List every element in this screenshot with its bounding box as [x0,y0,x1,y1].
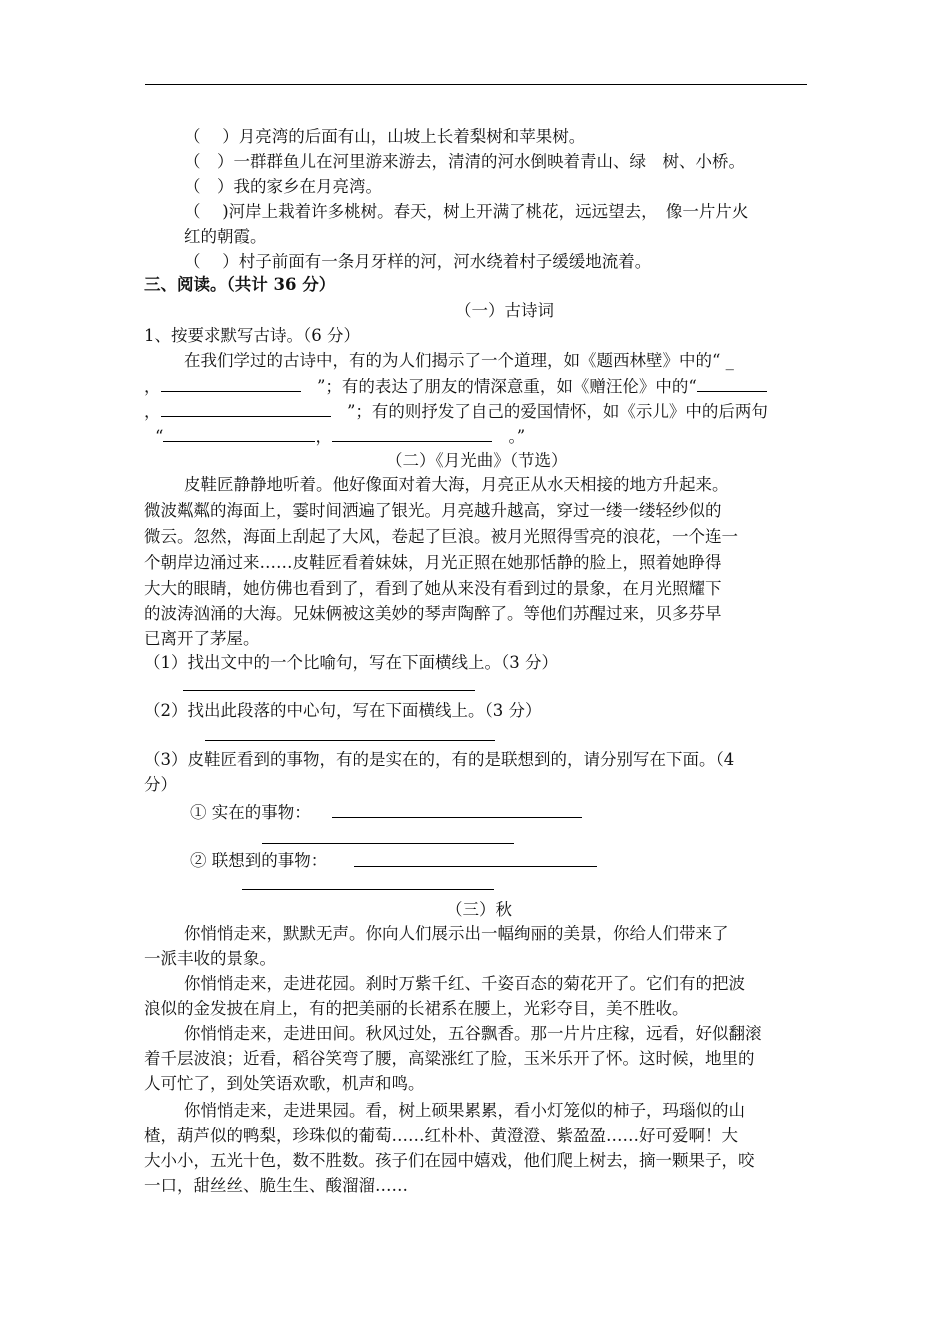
poem-line-2 [144,375,767,398]
poem-line-1: 在我们学过的古诗中，有的为人们揭示了一个道理，如《题西林壁》中的“ _ [184,351,734,370]
passage-line: 微波粼粼的海面上，霎时间洒遍了银光。月亮越升越高，穿过一缕一缕轻纱似的 [144,501,722,520]
ordering-item-3: （ ）我的家乡在月亮湾。 [184,177,382,196]
passage-line: 一口，甜丝丝、脆生生、酸溜溜…… [144,1176,408,1195]
real-things-label: ① 实在的事物： [190,803,311,822]
answer-blank[interactable] [332,425,492,442]
imagined-things-label: ② 联想到的事物： [190,851,328,870]
question-central-sentence: （2）找出此段落的中心句，写在下面横线上。（3 分） [144,701,542,720]
poem-line-2-text: ”；有的表达了朋友的情深意重，如《赠汪伦》中的“ [317,377,697,396]
passage-line: 着千层波浪；近看，稻谷笑弯了腰，高粱涨红了脸，玉米乐开了怀。这时候，地里的 [144,1049,755,1068]
poem-line-3 [144,400,768,423]
passage-line: 一派丰收的景象。 [144,949,276,968]
part1-title: （一）古诗词 [455,301,554,320]
passage-line: 皮鞋匠静静地听着。他好像面对着大海，月亮正从水天相接的地方升起来。 [184,475,729,494]
ordering-item-4-cont: 红的朝霞。 [184,227,267,246]
section-title-reading: 三、阅读。（共计 36 分） [144,275,336,294]
answer-line[interactable] [205,740,495,741]
question-simile: （1）找出文中的一个比喻句，写在下面横线上。（3 分） [144,653,558,672]
question-things-seen: （3）皮鞋匠看到的事物，有的是实在的，有的是联想到的，请分别写在下面。（4 [144,750,735,769]
answer-line[interactable] [262,843,514,844]
passage-line: 你悄悄走来，走进花园。刹时万紫千红、千姿百态的菊花开了。它们有的把波 [184,974,745,993]
passage-line: 浪似的金发披在肩上，有的把美丽的长裙系在腰上，光彩夺目，美不胜收。 [144,999,689,1018]
answer-line[interactable] [354,866,597,867]
part1-question: 1、按要求默写古诗。（6 分） [144,326,360,345]
passage-line: 的波涛汹涌的大海。兄妹俩被这美妙的琴声陶醉了。等他们苏醒过来，贝多芬早 [144,604,722,623]
answer-line[interactable] [332,817,582,818]
ordering-item-5: （ ）村子前面有一条月牙样的河，河水绕着村子缓缓地流着。 [184,252,652,271]
ordering-item-1: （ ）月亮湾的后面有山，山坡上长着梨树和苹果树。 [184,127,586,146]
comma: ， [144,377,161,396]
answer-line[interactable] [183,690,475,691]
header-rule [145,84,807,85]
passage-line: 大小小，五光十色，数不胜数。孩子们在园中嬉戏，他们爬上树去，摘一颗果子，咬 [144,1151,755,1170]
answer-line[interactable] [242,889,494,890]
passage-line: 你悄悄走来，走进田间。秋风过处，五谷飘香。那一片片庄稼，远看，好似翻滚 [184,1024,762,1043]
passage-line: 微云。忽然，海面上刮起了大风，卷起了巨浪。被月光照得雪亮的浪花，一个连一 [144,527,738,546]
answer-blank[interactable] [697,375,767,392]
ordering-item-4: （ )河岸上栽着许多桃树。春天，树上开满了桃花，远远望去， 像一片片火 [184,202,749,221]
question-things-seen-cont: 分） [144,775,177,794]
passage-line: 你悄悄走来，默默无声。你向人们展示出一幅绚丽的美景，你给人们带来了 [184,924,729,943]
poem-line-3-text: ”；有的则抒发了自己的爱国情怀，如《示儿》中的后两句 [347,402,768,421]
passage-line: 你悄悄走来，走进果园。看，树上硕果累累，看小灯笼似的柿子，玛瑙似的山 [184,1101,745,1120]
answer-blank[interactable] [161,400,331,417]
part2-title: （二）《月光曲》（节选） [386,451,568,470]
comma: ， [144,402,161,421]
passage-line: 楂，葫芦似的鸭梨，珍珠似的葡萄……红朴朴、黄澄澄、紫盈盈……好可爱啊！大 [144,1126,738,1145]
poem-line-4 [155,425,525,448]
passage-line: 人可忙了，到处笑语欢歌，机声和鸣。 [144,1074,425,1093]
answer-blank[interactable] [161,375,301,392]
answer-blank[interactable] [163,425,315,442]
passage-line: 已离开了茅屋。 [144,629,260,648]
open-quote: “ [155,427,164,446]
passage-line: 个朝岸边涌过来……皮鞋匠看着妹妹，月光正照在她那恬静的脸上，照着她睁得 [144,553,722,572]
poem-line-4-text: 。” [508,427,526,446]
part3-title: （三）秋 [446,900,512,919]
comma: ， [315,427,332,446]
passage-line: 大大的眼睛，她仿佛也看到了，看到了她从来没有看到过的景象，在月光照耀下 [144,579,722,598]
ordering-item-2: （ ）一群群鱼儿在河里游来游去，清清的河水倒映着青山、绿 树、小桥。 [184,152,745,171]
